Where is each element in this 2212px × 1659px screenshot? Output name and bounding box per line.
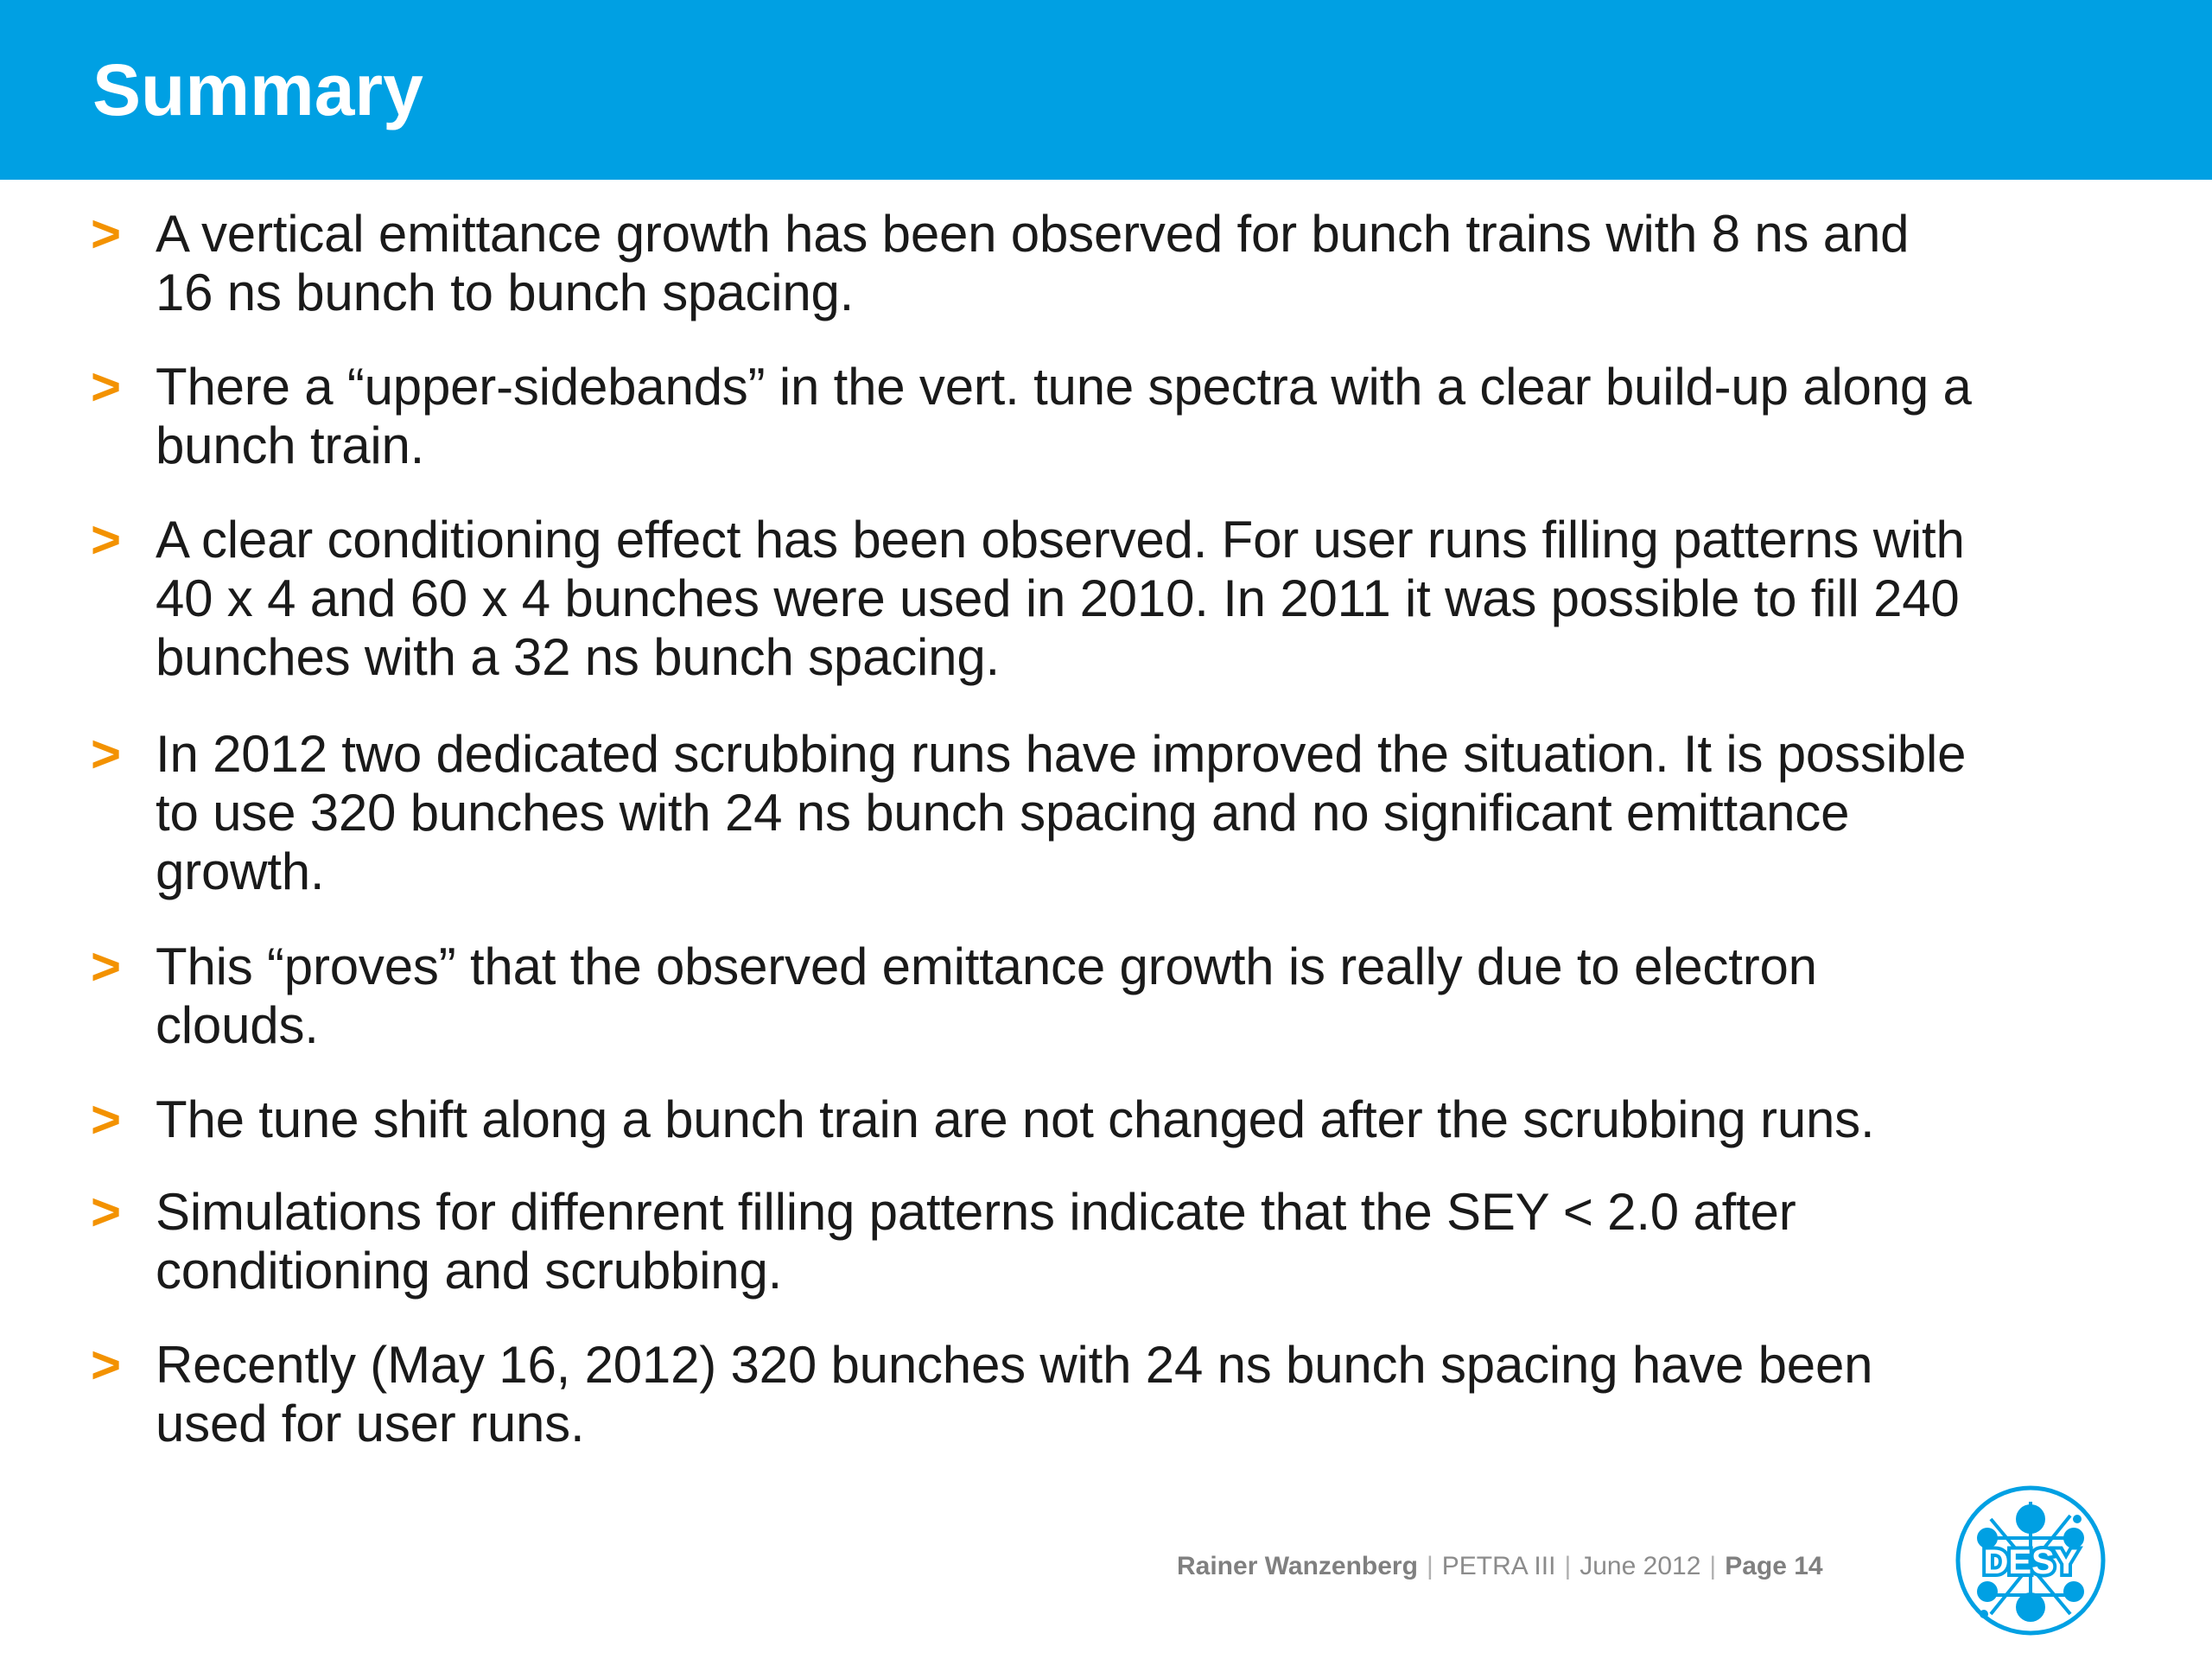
bullet-text: There a “upper-sidebands” in the vert. tune spectra with a clear build-up along a bunch train. <box>156 358 1972 474</box>
footer-separator: | <box>1564 1552 1572 1580</box>
bullet-text: Recently (May 16, 2012) 320 bunches with 24 ns bunch spacing have been used for user runs. <box>156 1336 1873 1452</box>
bullet-marker: > <box>91 938 122 995</box>
bullet-marker: > <box>91 725 122 783</box>
bullet-marker: > <box>91 511 122 569</box>
footer-page-number: Page 14 <box>1725 1552 1823 1580</box>
bullet-text: In 2012 two dedicated scrubbing runs have improved the situation. It is possible to use 320 bunches with 24 ns bunch spacing and no significant emittance growth. <box>156 725 1967 900</box>
bullet-text: Simulations for diffenrent filling patterns indicate that the SEY < 2.0 after conditioning and scrubbing. <box>156 1183 1796 1300</box>
footer-separator: | <box>1426 1552 1433 1580</box>
footer-date: June 2012 <box>1580 1552 1701 1580</box>
bullet-text: The tune shift along a bunch train are not changed after the scrubbing runs. <box>156 1090 1875 1148</box>
bullet-marker: > <box>91 205 122 263</box>
footer-separator: | <box>1709 1552 1717 1580</box>
page-title: Summary <box>92 49 423 130</box>
bullet-marker: > <box>91 358 122 416</box>
bullet-text: A clear conditioning effect has been observed. For user runs filling patterns with 40 x 4 and 60 x 4 bunches were used in 2010. In 2011 it was possible to fill 240 bunches with a 32 ns bunch spacing. <box>156 511 1965 686</box>
bullet-text: This “proves” that the observed emittance growth is really due to electron clouds. <box>156 938 1817 1054</box>
bullet-marker: > <box>91 1336 122 1394</box>
footer-author: Rainer Wanzenberg <box>1177 1552 1418 1580</box>
bullet-marker: > <box>91 1183 122 1241</box>
footer-project: PETRA III <box>1441 1552 1556 1580</box>
logo-text: DESY <box>1983 1543 2078 1581</box>
bullet-marker: > <box>91 1090 122 1148</box>
desy-logo-icon <box>1955 1484 2107 1637</box>
footer <box>1177 1552 1823 1581</box>
bullet-text: A vertical emittance growth has been observed for bunch trains with 8 ns and 16 ns bunch to bunch spacing. <box>156 205 1910 321</box>
